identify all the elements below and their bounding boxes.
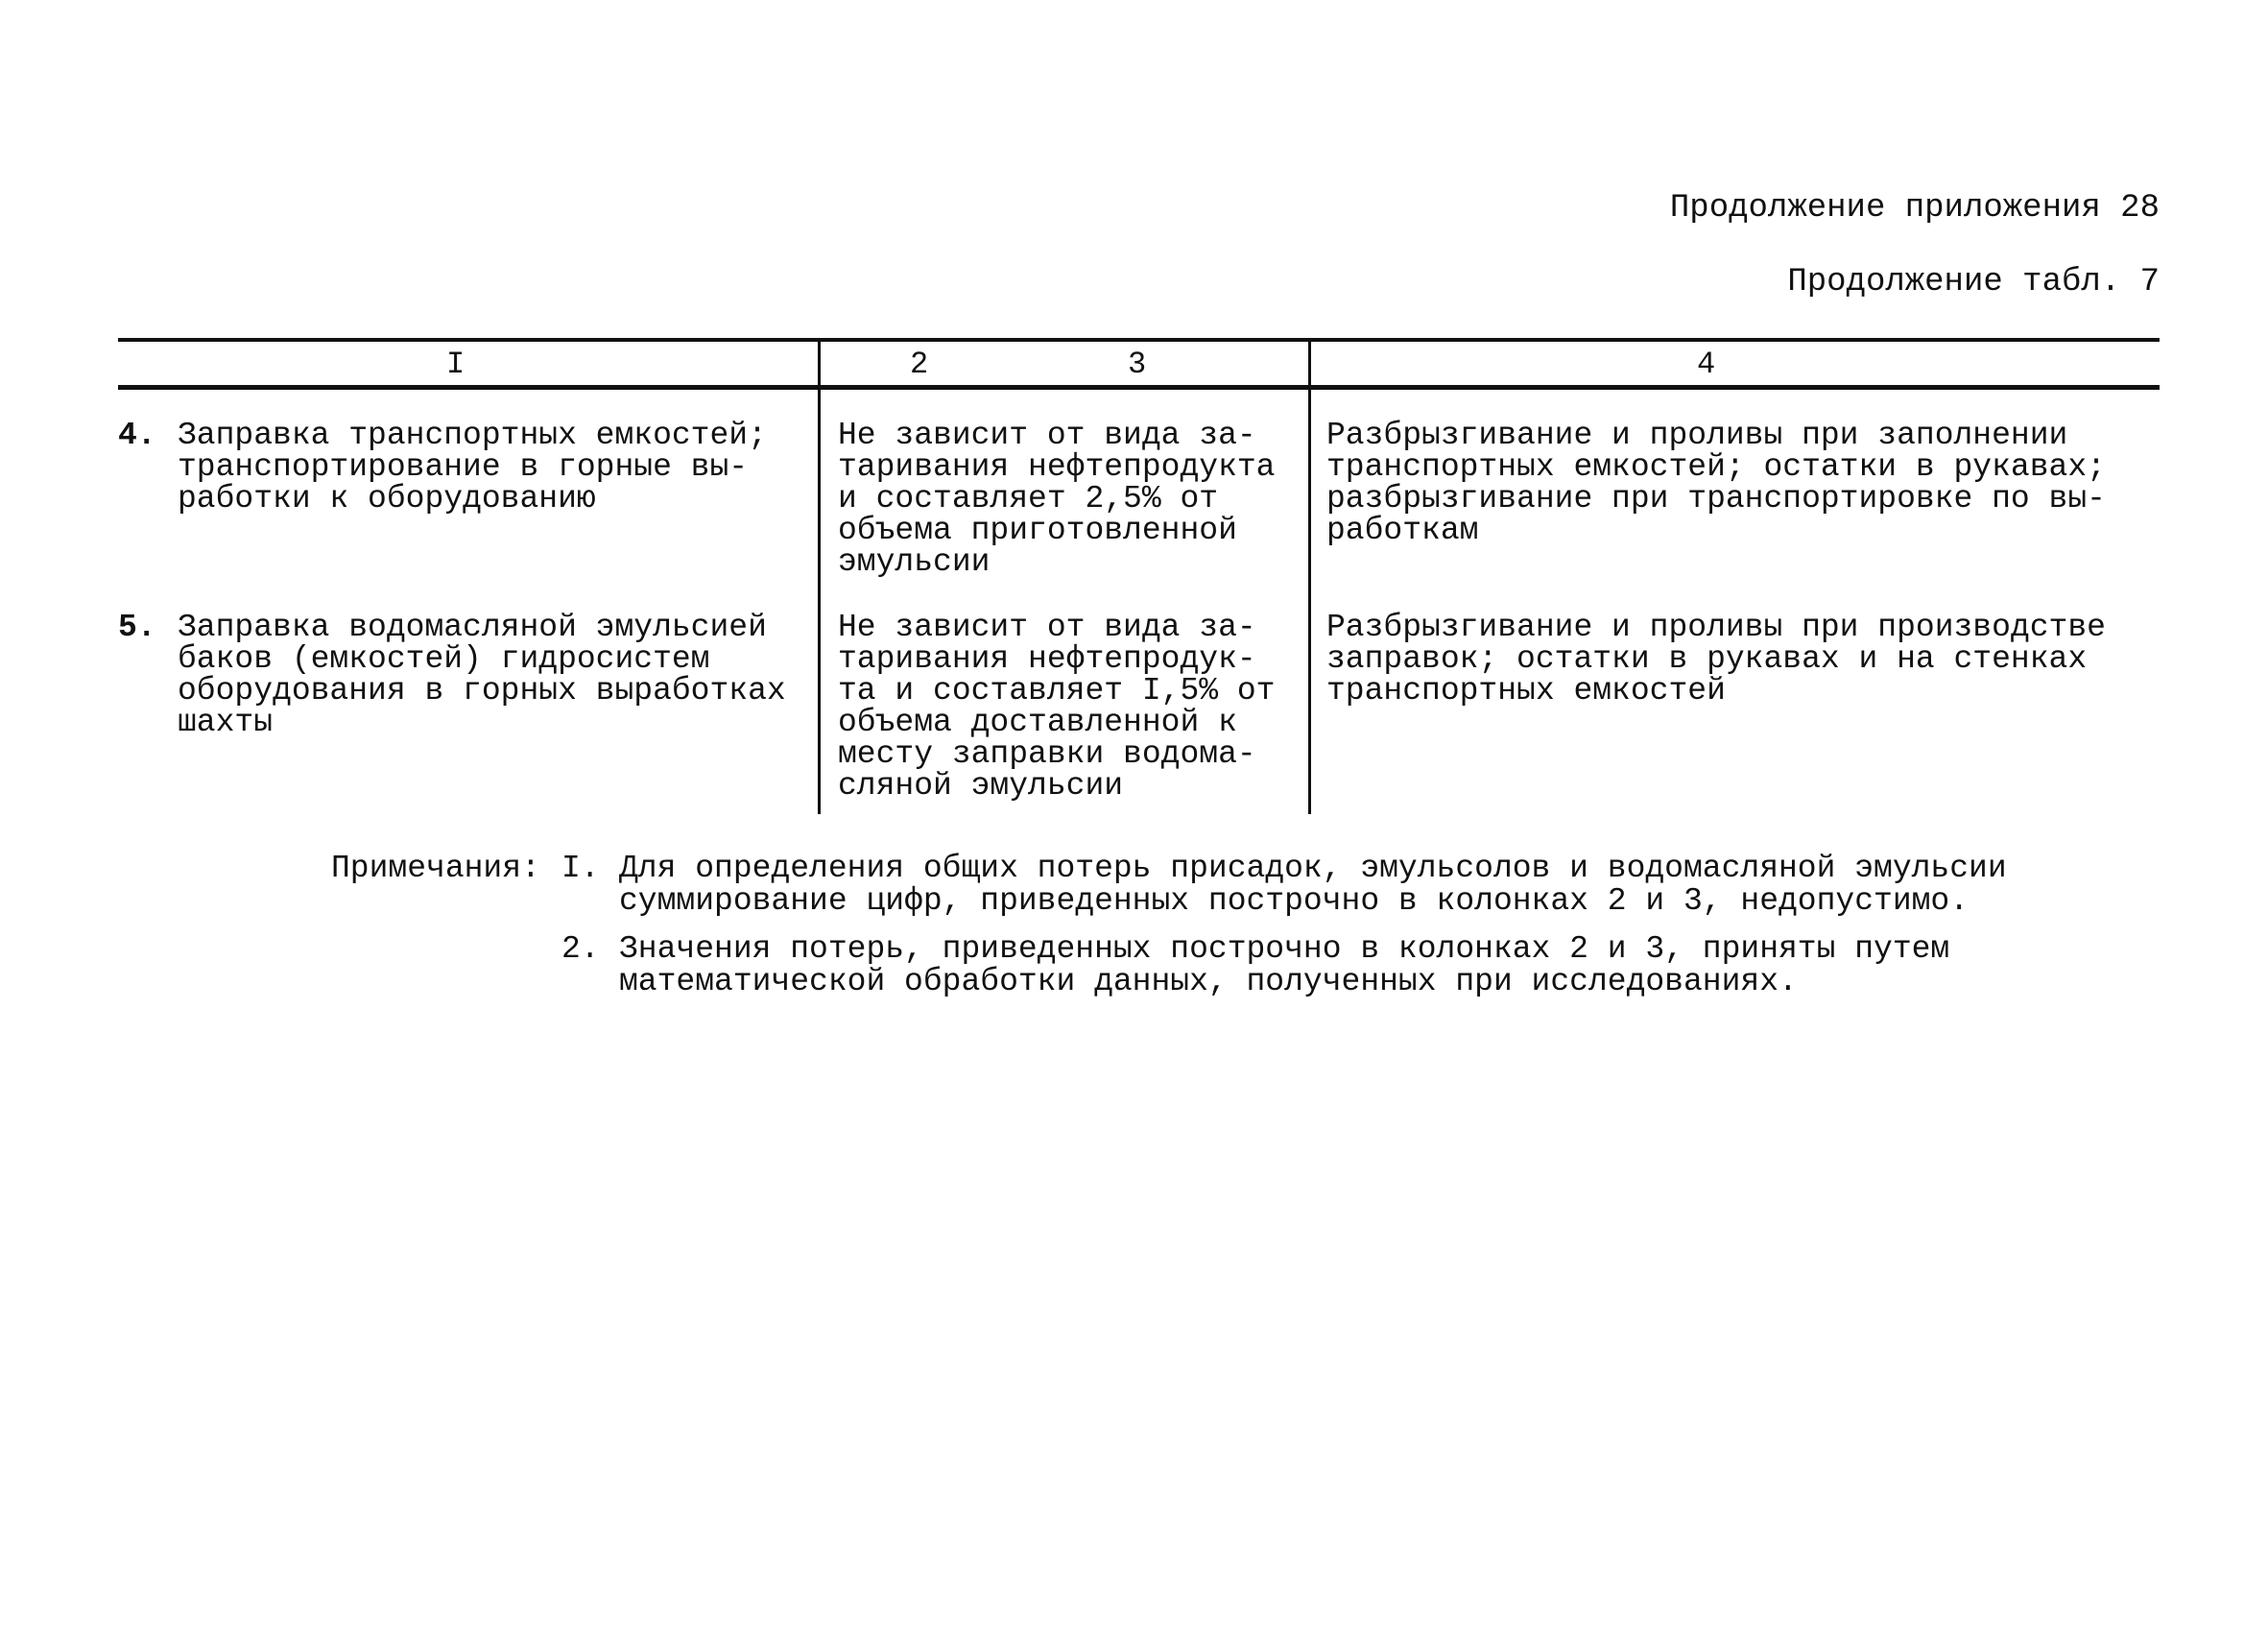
- column-divider-2: [1308, 338, 1311, 814]
- note-text: Значения потерь, приведенных построчно в колонках 2 и 3, приняты путем математической обработки данных, полученных при исследованиях.: [619, 931, 1950, 999]
- row-number: 4.: [118, 418, 156, 453]
- notes-label: Примечания:: [331, 851, 540, 886]
- appendix-continuation-heading: Продолжение приложения 28: [1669, 190, 2160, 227]
- note-text: Для определения общих потерь присадок, эмульсолов и водомасляной эмульсии суммирование цифр, приведенных построчно в колонках 2 и 3, недопустимо.: [619, 851, 2007, 919]
- note-number: 2.: [561, 931, 600, 967]
- table-continuation-heading: Продолжение табл. 7: [1787, 264, 2160, 300]
- table-top-rule: [118, 338, 2160, 342]
- loss-norm-cell: Не зависит от вида за- таривания нефтепродукта и составляет 2,5% от объема приготовленной эмульсии: [838, 418, 1276, 580]
- loss-sources-cell: Разбрызгивание и проливы при производстве заправок; остатки в рукавах и на стенках транспортных емкостей: [1326, 610, 2106, 709]
- note-number: I.: [561, 851, 600, 886]
- column-number-3: 3: [1128, 347, 1147, 382]
- loss-sources-cell: Разбрызгивание и проливы при заполнении транспортных емкостей; остатки в рукавах; разбрызгивание при транспортировке по вы- работкам: [1326, 418, 2106, 548]
- row-number: 5.: [118, 610, 156, 645]
- column-number-4: 4: [1697, 347, 1716, 382]
- operation-cell: Заправка транспортных емкостей; транспортирование в горные вы- работки к оборудованию: [178, 418, 767, 517]
- loss-norm-cell: Не зависит от вида за- таривания нефтепродук- та и составляет I,5% от объема доставленной к месту заправки водома- сляной эмульсии: [838, 610, 1276, 804]
- table-header-rule: [118, 385, 2160, 390]
- column-number-2: 2: [910, 347, 929, 382]
- column-number-1: I: [446, 347, 466, 382]
- column-divider-1: [818, 338, 821, 814]
- operation-cell: Заправка водомасляной эмульсией баков (емкостей) гидросистем оборудования в горных выработках шахты: [178, 610, 786, 740]
